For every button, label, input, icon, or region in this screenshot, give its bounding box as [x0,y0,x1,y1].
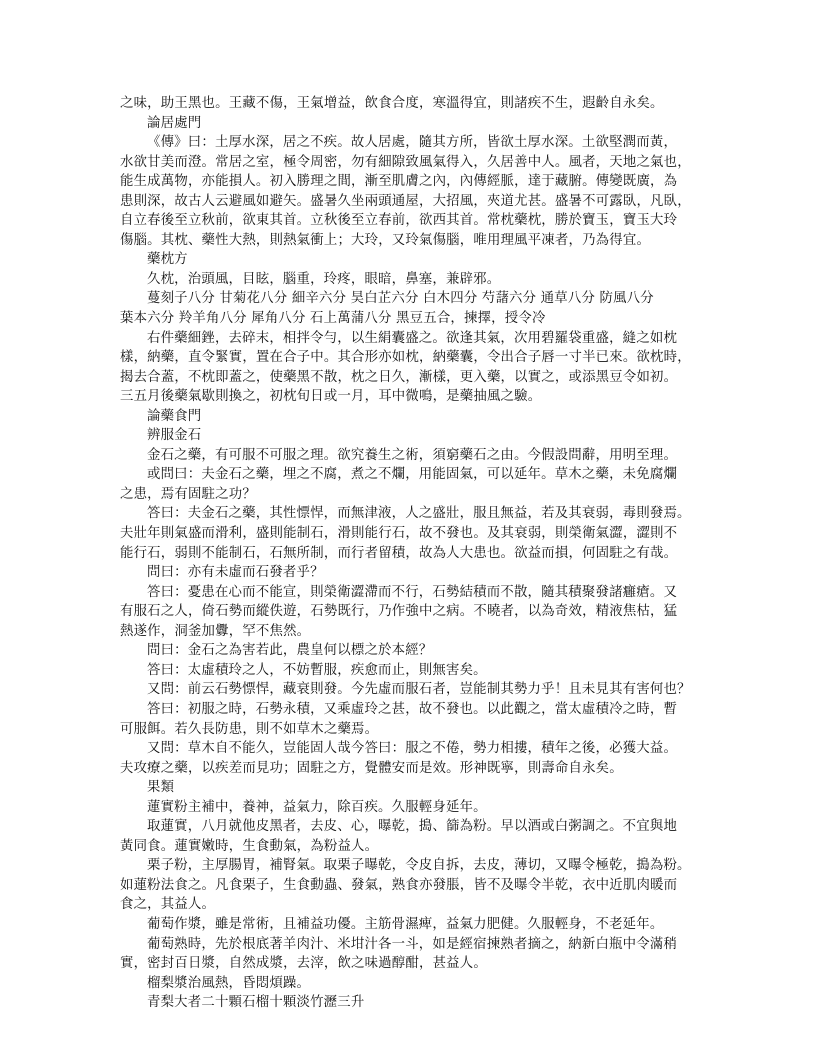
text-line: 揭去合蓋，不枕即蓋之，使藥黑不散，枕之日久，漸樣，更入藥，以實之，或添黑豆令如初。 [120,369,678,385]
text-line: 葡萄熟時，先於根底著羊肉汁、米坩汁各一斗，如是經宿揀熟者摘之，納新白瓶中令滿稍 [147,936,678,952]
text-line: 答曰：初服之時，石勢永積，又乘虛玲之甚，故不發也。以此觀之，當太虛積冷之時，暫 [147,701,678,717]
text-line: 論藥食門 [147,408,202,424]
text-line: 三五月後藥氣歇則換之，初枕旬日或一月，耳中微鳴，是藥抽風之驗。 [120,389,542,405]
text-line: 之味，助王黑也。王藏不傷，王氣增益，飲食合度，寒溫得宜，則諸疾不生，遐齡自永矣。 [120,96,664,111]
text-line: 水欲甘美而澄。常居之室，極令周密，勿有細隙致風氣得入，久居善中人。風者，天地之氣也， [120,154,691,170]
text-line: 有服石之人，倚石勢而縱佚遊，石勢既行，乃作強中之病。不曉者，以為奇效，精液焦枯，猛 [120,604,678,620]
text-line: 藥枕方 [147,252,188,268]
text-line: 之患，焉有固駐之功？ [120,486,256,502]
text-line: 熱遂作，洞釜加釁，罕不焦然。 [120,623,311,639]
text-line: 可服餌。若久長防患，則不如草木之藥焉。 [120,721,379,737]
text-line: 取蓮實，八月就他皮黑者，去皮、心，曝乾，搗、篩為粉。早以酒或白粥調之。不宜與地 [147,819,678,835]
text-line: 金石之藥，有可服不可服之理。欲究養生之術，須窮藥石之由。今假設問辭，用明至理。 [147,447,678,463]
text-line: 答曰：太虛積玲之人，不妨暫服，疾愈而止，則無害矣。 [147,662,487,678]
text-line: 辨服金石 [147,428,202,444]
text-line: 能生成萬物，亦能損人。初入勝理之間，漸至肌膚之內，內傳經脈，達于藏腑。傳變既廣，為 [120,174,678,190]
text-line: 右件藥細銼，去碎末，相拌令勻，以生絹囊盛之。欲逢其氣，次用碧羅袋重盛，縫之如枕 [147,330,678,346]
text-line: 食之，其益人。 [120,897,216,913]
text-line: 栗子粉，主厚腸胃，補腎氣。取栗子曝乾，令皮自拆，去皮，薄切，又曝令極乾，搗為粉。 [147,858,691,874]
text-line: 能行石，弱則不能制石，石無所制，而行者留積，故為人大患也。欲益而損，何固駐之有哉。 [120,545,678,561]
text-line: 蓮實粉主補中，養神，益氣力，除百疾。久服輕身延年。 [147,799,487,815]
text-line: 青梨大者二十顆石榴十顆淡竹瀝三升 [147,995,365,1011]
text-line: 果類 [147,780,175,796]
text-line: 葉本六分 羚羊角八分 犀角八分 石上萬蒲八分 黑豆五合，揀擇，授令冷 [120,311,546,327]
text-line: 實，密封百日漿，自然成漿，去滓，飲之味過醇酣，甚益人。 [120,956,487,972]
text-line: 問曰：亦有未虛而石發者乎？ [147,565,324,581]
text-line: 或問曰：夫金石之藥，埋之不腐，煮之不爛，用能固氣，可以延年。草木之藥，未免腐爛 [147,467,678,483]
text-line: 夫壯年則氣盛而滑利，盛則能制石，滑則能行石，故不發也。及其衰弱，則榮衛氣澀，澀則不 [120,526,678,542]
text-line: 蔓刻子八分 甘菊花八分 細辛六分 昊白芷六分 白木四分 芍藷六分 通草八分 防風八分 [147,291,654,307]
text-line: 榴梨漿治風熱，昏悶煩躁。 [147,975,311,991]
text-line: 《傳》曰：土厚水深，居之不疾。故人居處，隨其方所，皆欲土厚水深。土欲堅潤而黃， [147,135,678,151]
text-line: 答曰：憂患在心而不能宣，則榮衛澀滯而不行，石勢結積而不散，隨其積聚發諸癰瘡。又 [147,584,678,600]
text-line: 又問：前云石勢慓悍，藏衰則發。今先虛而服石者，豈能制其勢力乎！且未見其有害何也？ [147,682,691,698]
text-line: 論居處門 [147,115,202,131]
document-page [120,94,696,1013]
text-line: 答曰：夫金石之藥，其性慓悍，而無津液，人之盛壯，服且無益，若及其衰弱，毒則發焉。 [147,506,691,522]
text-line: 如蓮粉法食之。凡食栗子，生食動蟲、發氣，熟食亦發脹，皆不及曝令半乾，衣中近肌肉暖而 [120,877,678,893]
text-line: 久枕，治頭風，目眩，腦重，玲疼，眼暗，鼻塞，兼辟邪。 [147,271,501,287]
text-line: 黃同食。蓮實嫩時，生食動氣，為粉益人。 [120,838,379,854]
text-line: 樣，納藥，直令緊實，置在合子中。其合形亦如枕，納藥囊，令出合子唇一寸半已來。欲枕時， [120,350,691,366]
text-line: 問曰：金石之為害若此，農皇何以標之於本經？ [147,643,433,659]
text-line: 又問：草木自不能久，豈能固人哉今答曰：服之不倦，勢力相摟，積年之後，必獲大益。 [147,741,678,757]
text-line: 夫攻療之藥，以疾差而見功；固駐之方，覺體安而是效。形神既寧，則壽命自永矣。 [120,760,623,776]
text-line: 傷腦。其枕、藥性大熱，則熱氣衝上；大玲，又玲氣傷腦，唯用理風平凍者，乃為得宜。 [120,232,651,248]
text-line: 自立春後至立秋前，欲東其首。立秋後至立春前，欲西其首。常枕藥枕，勝於寶玉，寶玉大玲 [120,213,678,229]
text-line: 葡萄作漿，雖是常術，且補益功優。主筋骨濕痺，益氣力肥健。久服輕身，不老延年。 [147,916,664,932]
text-line: 患則深，故古人云避風如避矢。盛暑久坐兩頭通屋，大招風，夾道尤甚。盛暑不可露臥，凡臥， [120,193,691,209]
